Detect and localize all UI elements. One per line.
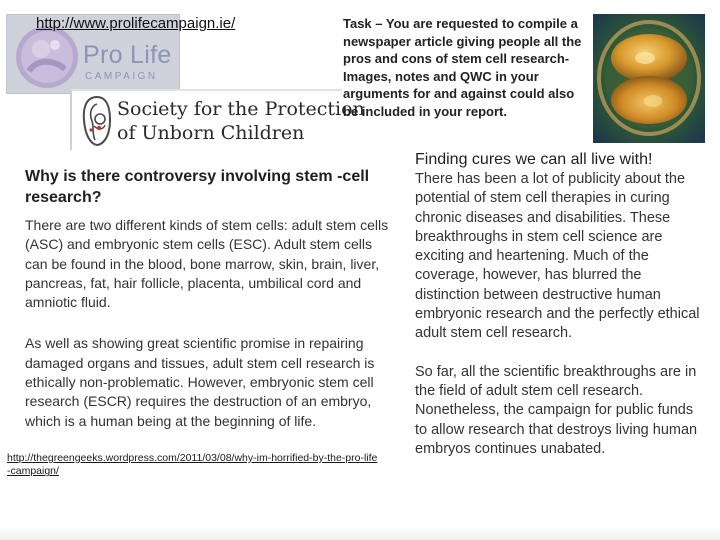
greengeeks-source-link[interactable]: http://thegreengeeks.wordpress.com/2011/03/08/why-im-horrified-by-the-pro-life-campaign/ (7, 451, 378, 478)
mother-child-icon (80, 94, 114, 148)
right-column (415, 150, 705, 459)
two-cell-embryo-icon (593, 14, 705, 143)
publicity-paragraph: There has been a lot of publicity about the potential of stem cell therapies in curing chronic diseases and disabilities. These breakthroughs in stem cell science are exciting and heartening. Much of the coverage, however, has blurred the distinction between destructive human embryonic research and the perfectly ethical adult stem cell research. (415, 171, 700, 342)
left-column (7, 166, 390, 479)
task-instructions: Task – You are requested to compile a newspaper article giving people all the pros and cons of stem cell research- Images, notes and QWC in your arguments for and against could also be included in your report. (343, 16, 582, 119)
embryo-image (593, 14, 705, 143)
ethics-paragraph: As well as showing great scientific promise in repairing damaged organs and tissues, adult stem cell research is ethically non-problematic. However, embryonic stem cell research (ESCR) requires the destruction of an embryo, which is a human being at the beginning of life. (25, 335, 375, 429)
spuc-logo (70, 89, 365, 150)
spuc-wordmark (117, 97, 365, 145)
breakthroughs-paragraph: So far, all the scientific breakthroughs are in the field of adult stem cell research. Nonetheless, the campaign for public funds to allow research that destroys living human embryos continues unabated. (415, 363, 698, 457)
spuc-line-2: of Unborn Children (117, 122, 305, 144)
slide-bottom-shadow (0, 528, 720, 540)
campaign-wordmark: CAMPAIGN (85, 71, 158, 82)
finding-cures-heading: Finding cures we can all live with! (415, 151, 653, 168)
spuc-line-1: Society for the Protection (117, 98, 365, 120)
controversy-heading: Why is there controversy involving stem -cell research? (25, 168, 370, 206)
stem-cell-types-paragraph: There are two different kinds of stem cells: adult stem cells (ASC) and embryonic stem cells (ESC). Adult stem cells can be found in the blood, bone marrow, skin, brain, liver, pancreas, fat, hair follicle, placenta, umbilical cord and amniotic fluid. (25, 217, 389, 311)
prolife-campaign-link[interactable]: http://www.prolifecampaign.ie/ (36, 15, 236, 32)
pro-life-wordmark: Pro Life (83, 41, 172, 69)
